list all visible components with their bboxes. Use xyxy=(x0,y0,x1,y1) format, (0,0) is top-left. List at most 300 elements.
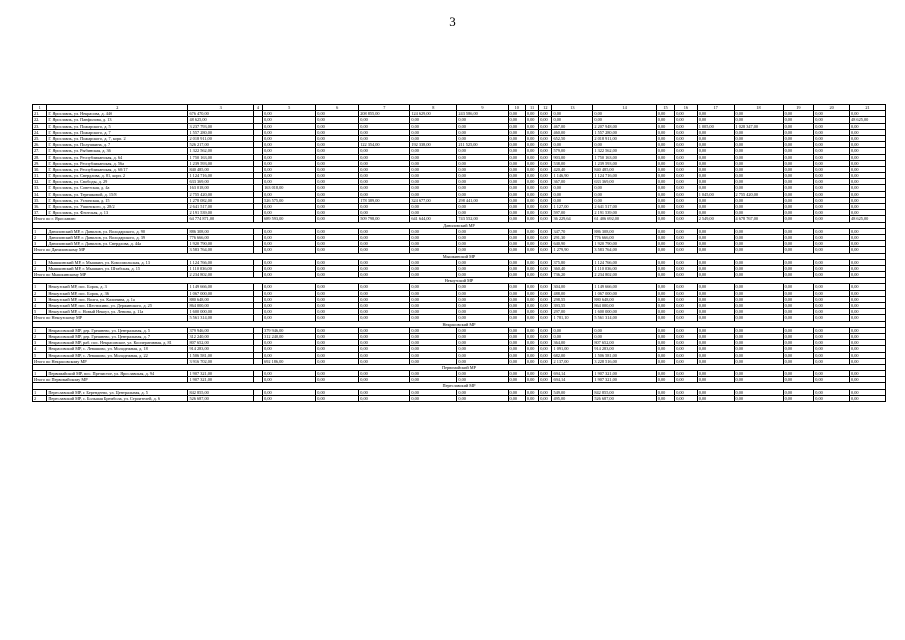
value-cell: 0,00 xyxy=(508,296,525,302)
value-cell: 0,00 xyxy=(656,123,674,129)
total-value-cell: 736,20 xyxy=(552,272,593,278)
value-cell: 0,00 xyxy=(525,346,538,352)
total-value-cell: 0,00 xyxy=(675,377,698,383)
value-cell: 0,00 xyxy=(675,179,698,185)
value-cell: 1 557 280,00 xyxy=(593,129,656,135)
value-cell: 2 641 517,00 xyxy=(188,204,253,210)
value-cell: 0,00 xyxy=(508,284,525,290)
value-cell: 0,00 xyxy=(525,210,538,216)
value-cell: 0,00 xyxy=(539,352,552,358)
value-cell: 298 441,00 xyxy=(457,197,508,203)
value-cell: 0,00 xyxy=(316,185,359,191)
value-cell: 0,00 xyxy=(263,290,316,296)
value-cell: 0,00 xyxy=(508,340,525,346)
value-cell: 0,00 xyxy=(457,191,508,197)
value-cell: 0,00 xyxy=(263,241,316,247)
value-cell: 2 191 539,00 xyxy=(188,210,253,216)
value-cell: 0,00 xyxy=(850,210,886,216)
value-cell: 0,00 xyxy=(410,129,457,135)
value-cell: 0,00 xyxy=(508,265,525,271)
column-number-cell: 8 xyxy=(410,105,457,111)
value-cell: 0,00 xyxy=(734,333,783,339)
value-cell: 1 920 790,00 xyxy=(188,241,253,247)
column-number-cell: 5 xyxy=(263,105,316,111)
value-cell: 0,00 xyxy=(552,191,593,197)
total-value-cell: 0,00 xyxy=(656,272,674,278)
total-value-cell: 0,00 xyxy=(410,358,457,364)
total-value-cell: 0,00 xyxy=(675,216,698,222)
value-cell: 1 110 036,00 xyxy=(593,265,656,271)
value-cell: 0,00 xyxy=(457,204,508,210)
value-cell: 0,00 xyxy=(316,123,359,129)
value-cell: 0,00 xyxy=(850,173,886,179)
value-cell: 0,00 xyxy=(410,352,457,358)
value-cell: 163 018,00 xyxy=(188,185,253,191)
total-value-cell: 0,00 xyxy=(316,315,359,321)
value-cell: 467,00 xyxy=(552,123,593,129)
value-cell: 0,00 xyxy=(359,389,410,395)
value-cell: 682,00 xyxy=(552,352,593,358)
value-cell: 0,00 xyxy=(814,160,850,166)
total-value-cell: 0,00 xyxy=(734,272,783,278)
value-cell: 1 xyxy=(33,259,47,265)
value-cell: 903,00 xyxy=(552,154,593,160)
value-cell: 0,00 xyxy=(734,327,783,333)
value-cell: 1 506 581,00 xyxy=(593,352,656,358)
address-cell: Г. Ярославль, ул. Ушинского, д. 28/2 xyxy=(47,204,188,210)
value-cell: 0,00 xyxy=(675,259,698,265)
value-cell: 0,00 xyxy=(814,333,850,339)
value-cell: 0,00 xyxy=(697,154,734,160)
value-cell: 0,00 xyxy=(457,284,508,290)
value-cell: 0,00 xyxy=(508,352,525,358)
value-cell: 0,00 xyxy=(697,111,734,117)
value-cell: 0,00 xyxy=(316,166,359,172)
value-cell: 0,00 xyxy=(814,234,850,240)
value-cell: 538,00 xyxy=(552,160,593,166)
value-cell: 0,00 xyxy=(457,117,508,123)
value-cell: 0,00 xyxy=(697,395,734,401)
value-cell: 4 xyxy=(33,346,47,352)
value-cell: 0,00 xyxy=(697,142,734,148)
column-number-cell: 6 xyxy=(316,105,359,111)
value-cell: 0,00 xyxy=(675,204,698,210)
value-cell: 0,00 xyxy=(697,197,734,203)
value-cell: 0,00 xyxy=(539,123,552,129)
value-cell: 3 xyxy=(33,241,47,247)
address-cell: Некрасовский МР, с. Левашово, ул. Молодежная, д. 18 xyxy=(47,346,188,352)
value-cell: 0,00 xyxy=(783,179,814,185)
value-cell: 0,00 xyxy=(263,179,316,185)
value-cell: 0,00 xyxy=(410,303,457,309)
value-cell: 48 625,00 xyxy=(850,117,886,123)
value-cell: 0,00 xyxy=(525,327,538,333)
value-cell: 0,00 xyxy=(814,290,850,296)
value-cell: 35. xyxy=(33,197,47,203)
value-cell: 1 xyxy=(33,389,47,395)
value-cell: 0,00 xyxy=(675,346,698,352)
address-cell: Некрасовский МР, дер. Грешнево, ул. Центральная, д. 5 xyxy=(47,327,188,333)
value-cell: 0,00 xyxy=(734,346,783,352)
value-cell: 0,00 xyxy=(508,395,525,401)
value-cell: 2 755 420,00 xyxy=(734,191,783,197)
value-cell: 163 018,00 xyxy=(263,185,316,191)
value-cell: 0,00 xyxy=(316,154,359,160)
value-cell: 0,00 xyxy=(734,117,783,123)
value-cell: 0,00 xyxy=(734,234,783,240)
value-cell: 0,00 xyxy=(316,241,359,247)
value-cell: 0,00 xyxy=(508,346,525,352)
value-cell: 0,00 xyxy=(734,185,783,191)
value-cell: 0,00 xyxy=(410,185,457,191)
value-cell: 3 xyxy=(33,340,47,346)
value-cell: 0,00 xyxy=(263,166,316,172)
total-value-cell: 36 229,64 xyxy=(552,216,593,222)
value-cell: 0,00 xyxy=(359,210,410,216)
value-cell: 0,00 xyxy=(656,241,674,247)
column-number-cell: 13 xyxy=(552,105,593,111)
total-value-cell: 0,00 xyxy=(734,247,783,253)
address-cell: Г. Ярославль, ул. Пожарского, д. 5 xyxy=(47,123,188,129)
value-cell: 0,00 xyxy=(525,135,538,141)
value-cell: 0,00 xyxy=(539,327,552,333)
value-cell: 1 067 000,00 xyxy=(593,290,656,296)
value-cell: 0,00 xyxy=(525,142,538,148)
value-cell: 0,00 xyxy=(783,340,814,346)
value-cell: 0,00 xyxy=(697,117,734,123)
value-cell: 1 239 593,00 xyxy=(188,160,253,166)
value-cell: 0,00 xyxy=(783,234,814,240)
value-cell: 0,00 xyxy=(539,210,552,216)
value-cell: 24. xyxy=(33,129,47,135)
column-number-cell: 7 xyxy=(359,105,410,111)
total-value-cell: 0,00 xyxy=(539,377,552,383)
value-cell: 0,00 xyxy=(525,197,538,203)
value-cell: 0,00 xyxy=(525,259,538,265)
value-cell: 0,00 xyxy=(410,179,457,185)
total-value-cell: 1 907 321,00 xyxy=(188,377,253,383)
value-cell: 0,00 xyxy=(656,204,674,210)
value-cell: 0,00 xyxy=(783,333,814,339)
value-cell: 0,00 xyxy=(814,265,850,271)
total-value-cell: 3 916 702,00 xyxy=(188,358,253,364)
value-cell: 0,00 xyxy=(263,173,316,179)
value-cell: 379 946,00 xyxy=(188,327,253,333)
value-cell: 0,00 xyxy=(316,117,359,123)
total-value-cell: 0,00 xyxy=(783,358,814,364)
value-cell: 0,00 xyxy=(316,340,359,346)
value-cell: 27. xyxy=(33,148,47,154)
value-cell: 807 652,00 xyxy=(188,340,253,346)
value-cell: 0,00 xyxy=(656,117,674,123)
value-cell: 0,00 xyxy=(783,290,814,296)
value-cell: 0,00 xyxy=(814,185,850,191)
total-value-cell: 0,00 xyxy=(457,247,508,253)
value-cell: 30. xyxy=(33,166,47,172)
value-cell: 0,00 xyxy=(263,191,316,197)
total-label: Итого по Первомайскому МР xyxy=(33,377,188,383)
value-cell: 0,00 xyxy=(697,148,734,154)
value-cell: 0,00 xyxy=(783,265,814,271)
value-cell: 0,00 xyxy=(783,129,814,135)
total-value-cell: 0,00 xyxy=(675,358,698,364)
value-cell: 2 191 539,00 xyxy=(593,210,656,216)
value-cell: 0,00 xyxy=(539,111,552,117)
value-cell: 0,00 xyxy=(850,395,886,401)
column-number-cell: 15 xyxy=(656,105,674,111)
value-cell: 0,00 xyxy=(850,197,886,203)
value-cell: 0,00 xyxy=(783,241,814,247)
value-cell: 0,00 xyxy=(457,148,508,154)
value-cell: 0,00 xyxy=(508,154,525,160)
value-cell: 0,00 xyxy=(410,333,457,339)
value-cell: 0,00 xyxy=(359,259,410,265)
value-cell: 0,00 xyxy=(656,309,674,315)
total-value-cell: 0,00 xyxy=(316,377,359,383)
value-cell: 0,00 xyxy=(814,191,850,197)
value-cell: 0,00 xyxy=(263,123,316,129)
value-cell: 0,00 xyxy=(457,395,508,401)
total-value-cell: 0,00 xyxy=(508,272,525,278)
address-cell: Даниловский МР, г. Данилов, ул. Свердлова, д. 44а xyxy=(47,241,188,247)
value-cell: 0,00 xyxy=(675,197,698,203)
value-cell: 0,00 xyxy=(316,259,359,265)
value-cell: 0,00 xyxy=(734,371,783,377)
column-number-cell: 2 xyxy=(47,105,188,111)
column-number-cell: 19 xyxy=(783,105,814,111)
value-cell: 26. xyxy=(33,142,47,148)
value-cell: 0,00 xyxy=(675,309,698,315)
value-cell: 597,00 xyxy=(552,210,593,216)
value-cell: 0,00 xyxy=(410,228,457,234)
value-cell: 0,00 xyxy=(539,303,552,309)
value-cell: 0,00 xyxy=(697,234,734,240)
value-cell: 0,00 xyxy=(783,142,814,148)
column-number-cell: 20 xyxy=(814,105,850,111)
value-cell: 34. xyxy=(33,191,47,197)
value-cell: 36. xyxy=(33,204,47,210)
value-cell: 0,00 xyxy=(814,197,850,203)
value-cell: 0,00 xyxy=(734,241,783,247)
value-cell: 0,00 xyxy=(539,228,552,234)
value-cell: 0,00 xyxy=(263,395,316,401)
value-cell: 0,00 xyxy=(525,352,538,358)
value-cell: 0,00 xyxy=(539,284,552,290)
value-cell: 0,00 xyxy=(457,352,508,358)
value-cell: 0,00 xyxy=(359,129,410,135)
value-cell: 48 625,00 xyxy=(188,117,253,123)
value-cell: 0,00 xyxy=(525,340,538,346)
address-cell: Г. Ярославль, ул. Полушкина, д. 7 xyxy=(47,142,188,148)
value-cell: 2 xyxy=(33,333,47,339)
value-cell: 304,00 xyxy=(552,284,593,290)
address-cell: Некрасовский МР, с. Левашово, ул. Молодежная, д. 22 xyxy=(47,352,188,358)
value-cell: 0,00 xyxy=(734,204,783,210)
address-cell: Г. Ярославль, ул. Угличская, д. 15 xyxy=(47,197,188,203)
address-cell: Г. Ярославль, ул. Панфилова, д. 13 xyxy=(47,117,188,123)
value-cell: 1 xyxy=(33,371,47,377)
value-cell: 0,00 xyxy=(410,290,457,296)
value-cell: 0,00 xyxy=(457,309,508,315)
value-cell: 0,00 xyxy=(552,117,593,123)
value-cell: 840 485,00 xyxy=(188,166,253,172)
value-cell: 0,00 xyxy=(263,309,316,315)
value-cell: 0,00 xyxy=(675,241,698,247)
value-cell: 0,00 xyxy=(656,166,674,172)
total-value-cell: 509 798,00 xyxy=(359,216,410,222)
value-cell: 0,00 xyxy=(656,395,674,401)
value-cell: 1 005,00 xyxy=(697,123,734,129)
value-cell: 0,00 xyxy=(656,259,674,265)
value-cell: 0,00 xyxy=(457,389,508,395)
value-cell: 0,00 xyxy=(316,290,359,296)
value-cell: 0,00 xyxy=(539,259,552,265)
section-title: Некоузский МР xyxy=(33,278,886,284)
value-cell: 0,00 xyxy=(734,259,783,265)
total-value-cell: 0,00 xyxy=(457,377,508,383)
value-cell: 0,00 xyxy=(675,185,698,191)
value-cell: 0,00 xyxy=(850,352,886,358)
value-cell: 0,00 xyxy=(734,154,783,160)
value-cell: 0,00 xyxy=(783,303,814,309)
value-cell: 0,00 xyxy=(850,241,886,247)
value-cell: 0,00 xyxy=(814,204,850,210)
value-cell: 579,00 xyxy=(552,148,593,154)
value-cell: 0,00 xyxy=(675,327,698,333)
total-value-cell: 3 583 764,00 xyxy=(593,247,656,253)
value-cell: 0,00 xyxy=(675,129,698,135)
total-value-cell: 692 186,00 xyxy=(263,358,316,364)
total-label: Итого по г. Ярославлю xyxy=(33,216,188,222)
value-cell: 0,00 xyxy=(783,371,814,377)
value-cell: 0,00 xyxy=(539,148,552,154)
value-cell: 0,00 xyxy=(697,284,734,290)
value-cell: 0,00 xyxy=(263,142,316,148)
value-cell: 0,00 xyxy=(457,123,508,129)
total-value-cell: 0,00 xyxy=(316,272,359,278)
value-cell: 360,40 xyxy=(552,265,593,271)
value-cell: 0,00 xyxy=(263,154,316,160)
column-number-cell: 16 xyxy=(675,105,698,111)
total-value-cell: 0,00 xyxy=(697,377,734,383)
value-cell: 0,00 xyxy=(263,210,316,216)
total-value-cell: 0,00 xyxy=(539,272,552,278)
value-cell: 0,00 xyxy=(656,333,674,339)
value-cell: 0,00 xyxy=(539,185,552,191)
value-cell: 0,00 xyxy=(539,135,552,141)
value-cell: 0,00 xyxy=(316,179,359,185)
value-cell: 0,00 xyxy=(734,160,783,166)
total-value-cell: 0,00 xyxy=(316,247,359,253)
value-cell: 0,00 xyxy=(539,296,552,302)
value-cell: 0,00 xyxy=(508,210,525,216)
value-cell: 0,00 xyxy=(850,191,886,197)
value-cell: 0,00 xyxy=(316,309,359,315)
value-cell: 0,00 xyxy=(525,303,538,309)
value-cell: 0,00 xyxy=(656,160,674,166)
value-cell: 0,00 xyxy=(850,123,886,129)
total-value-cell: 1 279,90 xyxy=(552,247,593,253)
total-value-cell: 0,00 xyxy=(525,315,538,321)
value-cell: 776 666,00 xyxy=(593,234,656,240)
value-cell: 640,90 xyxy=(552,241,593,247)
value-cell: 0,00 xyxy=(656,327,674,333)
value-cell: 0,00 xyxy=(539,117,552,123)
value-cell: 1 322 562,00 xyxy=(593,148,656,154)
total-value-cell: 0,00 xyxy=(539,247,552,253)
value-cell: 0,00 xyxy=(850,234,886,240)
value-cell: 1 149 666,00 xyxy=(188,284,253,290)
value-cell: 0,00 xyxy=(539,290,552,296)
value-cell: 0,00 xyxy=(814,346,850,352)
address-cell: Мышкинский МР, г. Мышкин, ул. Штабская, д. 15 xyxy=(47,265,188,271)
value-cell: 0,00 xyxy=(410,265,457,271)
value-cell: 0,00 xyxy=(814,309,850,315)
value-cell: 208 855,00 xyxy=(359,111,410,117)
value-cell: 5 xyxy=(33,352,47,358)
value-cell: 694,14 xyxy=(552,371,593,377)
value-cell: 0,00 xyxy=(410,173,457,179)
value-cell: 1 322 562,00 xyxy=(188,148,253,154)
value-cell: 0,00 xyxy=(359,327,410,333)
value-cell: 0,00 xyxy=(508,173,525,179)
value-cell: 0,00 xyxy=(675,160,698,166)
value-cell: 0,00 xyxy=(410,117,457,123)
value-cell: 0,00 xyxy=(457,259,508,265)
total-value-cell: 0,00 xyxy=(656,377,674,383)
value-cell: 312 240,00 xyxy=(263,333,316,339)
total-value-cell: 64 774 871,00 xyxy=(188,216,253,222)
value-cell: 0,00 xyxy=(525,160,538,166)
total-value-cell: 0,00 xyxy=(508,247,525,253)
value-cell: 0,00 xyxy=(263,340,316,346)
total-value-cell: 0,00 xyxy=(850,272,886,278)
value-cell: 0,00 xyxy=(316,389,359,395)
total-value-cell: 1 781,10 xyxy=(552,315,593,321)
value-cell: 0,00 xyxy=(783,309,814,315)
total-value-cell: 0,00 xyxy=(508,358,525,364)
value-cell: 0,00 xyxy=(263,129,316,135)
value-cell: 0,00 xyxy=(508,142,525,148)
value-cell: 0,00 xyxy=(316,346,359,352)
value-cell: 0,00 xyxy=(675,142,698,148)
value-cell: 880 648,00 xyxy=(188,296,253,302)
value-cell: 0,00 xyxy=(410,395,457,401)
value-cell: 0,00 xyxy=(552,333,593,339)
value-cell: 0,00 xyxy=(525,185,538,191)
value-cell: 0,00 xyxy=(814,284,850,290)
value-cell: 0,00 xyxy=(316,135,359,141)
value-cell: 0,00 xyxy=(359,154,410,160)
value-cell: 0,00 xyxy=(508,228,525,234)
value-cell: 0,00 xyxy=(697,135,734,141)
total-value-cell: 61 406 692,00 xyxy=(593,216,656,222)
value-cell: 1 149 666,00 xyxy=(593,284,656,290)
value-cell: 1 028 347,00 xyxy=(734,123,783,129)
address-cell: Некрасовский МР, раб. пос. Некрасовское, ул. Кооперативная, д. 81 xyxy=(47,340,188,346)
value-cell: 0,00 xyxy=(457,265,508,271)
value-cell: 0,00 xyxy=(525,117,538,123)
value-cell: 0,00 xyxy=(656,284,674,290)
value-cell: 1 907 321,00 xyxy=(593,371,656,377)
value-cell: 0,00 xyxy=(525,333,538,339)
total-value-cell: 0,00 xyxy=(814,272,850,278)
total-value-cell: 0,00 xyxy=(783,272,814,278)
value-cell: 243 586,00 xyxy=(457,111,508,117)
value-cell: 0,00 xyxy=(814,371,850,377)
value-cell: 488,00 xyxy=(552,290,593,296)
value-cell: 0,00 xyxy=(552,142,593,148)
